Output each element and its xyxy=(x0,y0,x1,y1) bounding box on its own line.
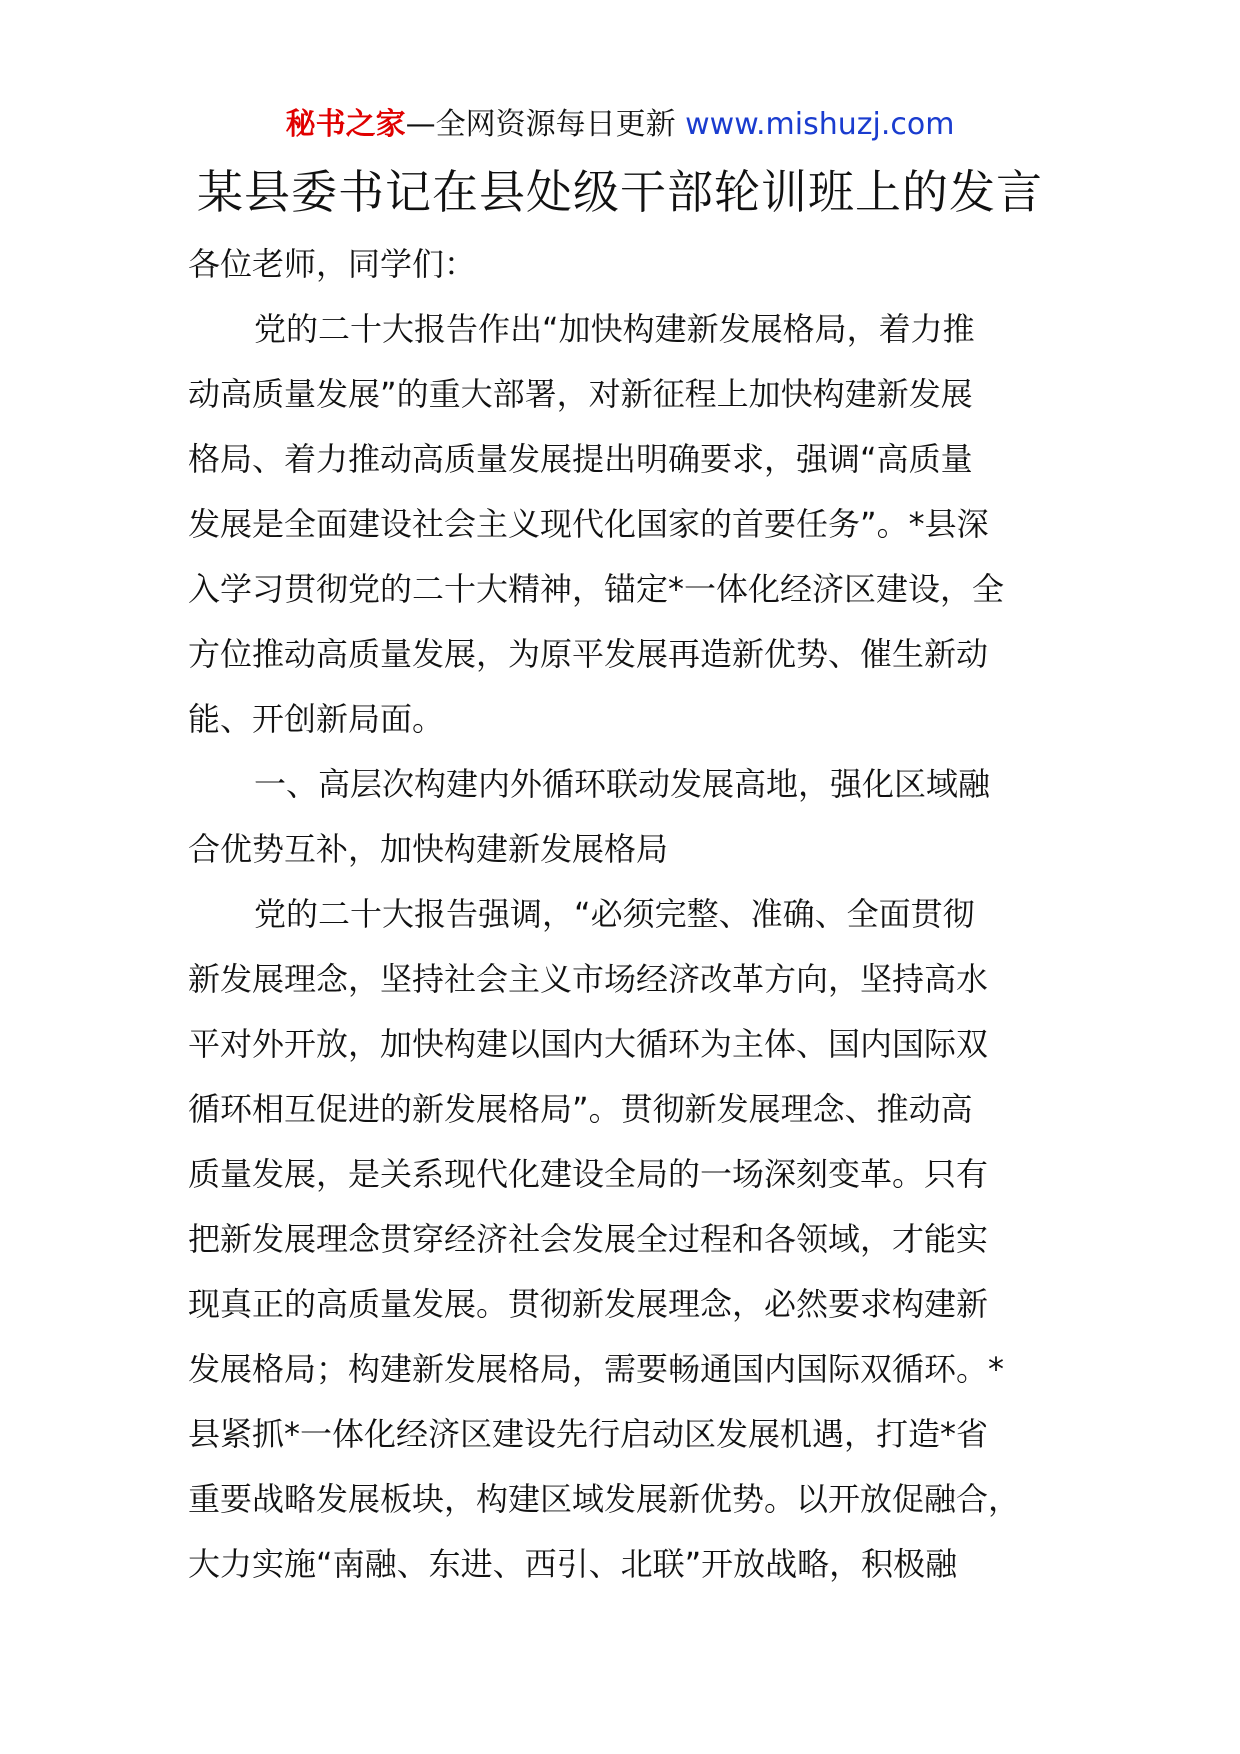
document-title: 某县委书记在县处级干部轮训班上的发言 xyxy=(197,165,1043,219)
watermark-tagline: —全网资源每日更新 xyxy=(405,107,676,142)
paragraph-line: 循环相互促进的新发展格局”。贯彻新发展理念、推动高 xyxy=(188,1090,973,1128)
paragraph-line: 发展是全面建设社会主义现代化国家的首要任务”。*县深 xyxy=(188,505,989,543)
paragraph-line: 能、开创新局面。 xyxy=(188,700,445,738)
paragraph-line: 重要战略发展板块，构建区域发展新优势。以开放促融合， xyxy=(188,1480,1021,1518)
paragraph-line: 平对外开放，加快构建以国内大循环为主体、国内国际双 xyxy=(188,1025,989,1063)
paragraph-line: 大力实施“南融、东进、西引、北联”开放战略，积极融 xyxy=(188,1545,958,1583)
paragraph-line: 把新发展理念贯穿经济社会发展全过程和各领域，才能实 xyxy=(188,1220,989,1258)
paragraph-line: 县紧抓*一体化经济区建设先行启动区发展机遇，打造*省 xyxy=(188,1415,989,1453)
paragraph-line: 质量发展，是关系现代化建设全局的一场深刻变革。只有 xyxy=(188,1155,989,1193)
document-body xyxy=(188,232,1060,1597)
paragraph-line: 现真正的高质量发展。贯彻新发展理念，必然要求构建新 xyxy=(188,1285,989,1323)
watermark-url: www.mishuzj.com xyxy=(685,107,955,142)
site-watermark xyxy=(0,103,1240,147)
paragraph-line: 动高质量发展”的重大部署，对新征程上加快构建新发展 xyxy=(188,375,973,413)
paragraph-line: 发展格局；构建新发展格局，需要畅通国内国际双循环。* xyxy=(188,1350,1005,1388)
paragraph-line: 入学习贯彻党的二十大精神，锚定*一体化经济区建设，全 xyxy=(188,570,1005,608)
paragraph-line: 方位推动高质量发展，为原平发展再造新优势、催生新动 xyxy=(188,635,989,673)
paragraph-line: 党的二十大报告强调，“必须完整、准确、全面贯彻 xyxy=(254,895,975,933)
watermark-brand: 秘书之家 xyxy=(285,107,406,142)
paragraph-line: 格局、着力推动高质量发展提出明确要求，强调“高质量 xyxy=(188,440,973,478)
paragraph-line: 党的二十大报告作出“加快构建新发展格局，着力推 xyxy=(254,310,975,348)
section-heading-line: 合优势互补，加快构建新发展格局 xyxy=(188,830,669,868)
section-heading-line: 一、高层次构建内外循环联动发展高地，强化区域融 xyxy=(254,765,991,803)
salutation-line: 各位老师，同学们： xyxy=(188,245,477,283)
paragraph-line: 新发展理念，坚持社会主义市场经济改革方向，坚持高水 xyxy=(188,960,989,998)
